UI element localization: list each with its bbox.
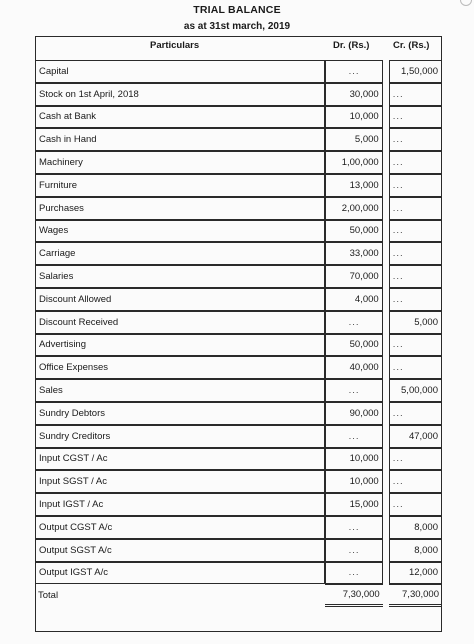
credit-cell: ... bbox=[389, 220, 442, 243]
debit-cell: 13,000 bbox=[325, 174, 382, 197]
table-row bbox=[35, 493, 442, 516]
table-row bbox=[35, 242, 442, 265]
table-row bbox=[35, 562, 442, 585]
particulars-cell: Input SGST / Ac bbox=[35, 470, 325, 493]
debit-cell: 30,000 bbox=[325, 83, 382, 106]
total-row bbox=[35, 584, 442, 607]
table-row bbox=[35, 402, 442, 425]
table-row bbox=[35, 106, 442, 129]
debit-cell: ... bbox=[325, 379, 382, 402]
particulars-cell: Discount Allowed bbox=[35, 288, 325, 311]
credit-cell: ... bbox=[389, 402, 442, 425]
debit-cell: 2,00,000 bbox=[325, 197, 382, 220]
trial-balance-table bbox=[35, 60, 442, 607]
table-row bbox=[35, 151, 442, 174]
credit-cell: 8,000 bbox=[389, 516, 442, 539]
credit-cell: 5,00,000 bbox=[389, 379, 442, 402]
credit-cell: ... bbox=[389, 197, 442, 220]
particulars-cell: Machinery bbox=[35, 151, 325, 174]
debit-cell: 70,000 bbox=[325, 265, 382, 288]
particulars-cell: Sundry Creditors bbox=[35, 425, 325, 448]
particulars-cell: Input CGST / Ac bbox=[35, 448, 325, 471]
particulars-cell: Furniture bbox=[35, 174, 325, 197]
particulars-cell: Discount Received bbox=[35, 311, 325, 334]
debit-cell: 90,000 bbox=[325, 402, 382, 425]
debit-cell: 50,000 bbox=[325, 220, 382, 243]
debit-cell: 10,000 bbox=[325, 470, 382, 493]
table-row bbox=[35, 60, 442, 83]
table-row bbox=[35, 174, 442, 197]
particulars-cell: Sundry Debtors bbox=[35, 402, 325, 425]
table-row bbox=[35, 516, 442, 539]
particulars-cell: Advertising bbox=[35, 334, 325, 357]
page-title: TRIAL BALANCE bbox=[193, 4, 281, 16]
table-row bbox=[35, 539, 442, 562]
credit-cell: ... bbox=[389, 448, 442, 471]
credit-cell: 8,000 bbox=[389, 539, 442, 562]
particulars-cell: Output IGST A/c bbox=[35, 562, 325, 585]
debit-cell: 40,000 bbox=[325, 356, 382, 379]
credit-cell: ... bbox=[389, 83, 442, 106]
debit-cell: ... bbox=[325, 311, 382, 334]
debit-cell: ... bbox=[325, 516, 382, 539]
table-row bbox=[35, 220, 442, 243]
particulars-cell: Office Expenses bbox=[35, 356, 325, 379]
credit-cell: ... bbox=[389, 174, 442, 197]
particulars-cell: Wages bbox=[35, 220, 325, 243]
table-row bbox=[35, 470, 442, 493]
particulars-cell: Carriage bbox=[35, 242, 325, 265]
particulars-cell: Output CGST A/c bbox=[35, 516, 325, 539]
debit-cell: 10,000 bbox=[325, 448, 382, 471]
table-row bbox=[35, 128, 442, 151]
total-credit: 7,30,000 bbox=[389, 584, 442, 607]
particulars-cell: Output SGST A/c bbox=[35, 539, 325, 562]
debit-cell: 4,000 bbox=[325, 288, 382, 311]
table-row bbox=[35, 334, 442, 357]
credit-cell: ... bbox=[389, 288, 442, 311]
credit-cell: ... bbox=[389, 356, 442, 379]
debit-cell: 50,000 bbox=[325, 334, 382, 357]
header-cr: Cr. (Rs.) bbox=[393, 40, 430, 51]
header-particulars: Particulars bbox=[150, 40, 200, 51]
credit-cell: ... bbox=[389, 151, 442, 174]
particulars-cell: Purchases bbox=[35, 197, 325, 220]
table-row bbox=[35, 311, 442, 334]
debit-cell: ... bbox=[325, 60, 382, 83]
debit-cell: 10,000 bbox=[325, 106, 382, 129]
particulars-cell: Sales bbox=[35, 379, 325, 402]
credit-cell: ... bbox=[389, 334, 442, 357]
debit-cell: ... bbox=[325, 425, 382, 448]
header-dr: Dr. (Rs.) bbox=[333, 40, 370, 51]
table-row bbox=[35, 265, 442, 288]
table-row bbox=[35, 425, 442, 448]
debit-cell: ... bbox=[325, 539, 382, 562]
credit-cell: 1,50,000 bbox=[389, 60, 442, 83]
particulars-cell: Salaries bbox=[35, 265, 325, 288]
debit-cell: 33,000 bbox=[325, 242, 382, 265]
debit-cell: 1,00,000 bbox=[325, 151, 382, 174]
particulars-cell: Stock on 1st April, 2018 bbox=[35, 83, 325, 106]
particulars-cell: Cash in Hand bbox=[35, 128, 325, 151]
credit-cell: 5,000 bbox=[389, 311, 442, 334]
trial-balance-body bbox=[35, 60, 442, 607]
credit-cell: ... bbox=[389, 106, 442, 129]
table-row bbox=[35, 448, 442, 471]
credit-cell: ... bbox=[389, 128, 442, 151]
table-row bbox=[35, 356, 442, 379]
particulars-cell: Cash at Bank bbox=[35, 106, 325, 129]
credit-cell: ... bbox=[389, 242, 442, 265]
particulars-cell: Capital bbox=[35, 60, 325, 83]
debit-cell: 5,000 bbox=[325, 128, 382, 151]
page-subtitle: as at 31st march, 2019 bbox=[183, 21, 291, 32]
debit-cell: ... bbox=[325, 562, 382, 585]
debit-cell: 15,000 bbox=[325, 493, 382, 516]
total-label: Total bbox=[38, 590, 59, 602]
credit-cell: ... bbox=[389, 470, 442, 493]
credit-cell: ... bbox=[389, 265, 442, 288]
credit-cell: 12,000 bbox=[389, 562, 442, 585]
table-row bbox=[35, 197, 442, 220]
table-row bbox=[35, 288, 442, 311]
table-row bbox=[35, 379, 442, 402]
total-debit: 7,30,000 bbox=[325, 584, 382, 607]
particulars-cell: Input IGST / Ac bbox=[35, 493, 325, 516]
table-row bbox=[35, 83, 442, 106]
credit-cell: ... bbox=[389, 493, 442, 516]
credit-cell: 47,000 bbox=[389, 425, 442, 448]
